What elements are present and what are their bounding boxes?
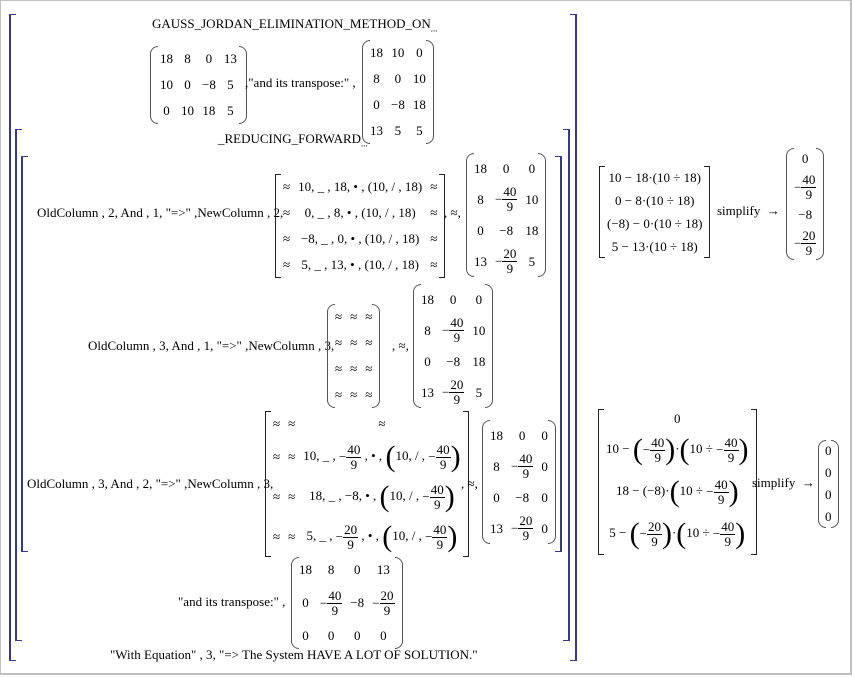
- step3-label: OldColumn , 3, And , 2, "=>" ,NewColumn , 3,: [27, 476, 274, 491]
- step3-simplify-keyword[interactable]: simplify →: [752, 475, 815, 490]
- step3-sep: , ≈,: [461, 476, 478, 491]
- transpose-matrix[interactable]: 18 10 0 8 0 10 0 −8 18 13 5 5: [362, 40, 434, 144]
- page-title[interactable]: $GAUSS\_JORDAN\_ELIMINATION\_METHOD\_ON_{...}$: [152, 16, 438, 34]
- step1-label: OldColumn , 2, And , 1, "=>" ,NewColumn , 2,: [37, 205, 284, 220]
- step1-ops-matrix[interactable]: ≈ 10, _ , 18, • , (10, / , 18) ≈ ≈ 0, _ , 8, • , (10, / , 18) ≈ ≈ −8, _ , 0, • , (10, / , 18) ≈ ≈ 5, _ , 13, • , (10, / , 18) ≈: [275, 174, 445, 278]
- step2-sep: , ≈,: [392, 338, 409, 353]
- step3-result-matrix[interactable]: 18 0 0 8 − $\frac{40}{9}$ 0 0 −8 0 13 − $\frac{20}{9}$ 0: [482, 420, 556, 544]
- step1-simplify-keyword[interactable]: simplify →: [717, 203, 780, 218]
- step1-side-result[interactable]: 0 − $\frac{40}{9}$ −8 − $\frac{20}{9}$: [786, 148, 824, 260]
- section-title[interactable]: $\_REDUCING\_FORWARD_{...}$: [218, 131, 368, 149]
- step1-result-matrix[interactable]: 18 0 0 8 − $\frac{40}{9}$ 10 0 −8 18 13 − $\frac{20}{9}$ 5: [466, 153, 546, 277]
- step3-side-result[interactable]: 0 0 0 0: [818, 440, 839, 528]
- step2-ops-matrix[interactable]: ≈ ≈ ≈ ≈ ≈ ≈ ≈ ≈ ≈ ≈ ≈ ≈: [327, 304, 380, 408]
- section-bracket-right: [563, 129, 570, 641]
- step3-ops-matrix[interactable]: ≈ ≈ ≈ ≈ ≈ 10, _ , − $\frac{40}{9}$ , • , (10, / , − $\frac{40}{9}$ ) ≈ ≈ 18, _ , −8, • , (10, / , − $\frac{40}{9}$ ) ≈ ≈ 5, _ , − $\frac{20}{9}$ , • , (10, / , − $\frac{40}{9}$ ): [265, 411, 469, 557]
- arrow-icon: →: [766, 203, 780, 218]
- outer-bracket-right: [570, 14, 577, 661]
- step2-result-matrix[interactable]: 18 0 0 8 − $\frac{40}{9}$ 10 0 −8 18 13 − $\frac{20}{9}$ 5: [413, 284, 493, 408]
- step2-label: OldColumn , 3, And , 1, "=>" ,NewColumn , 3,: [88, 338, 335, 353]
- arrow-icon: →: [801, 475, 815, 490]
- step3-side-expression[interactable]: 0 10 − (− $\frac{40}{9}$ )·(10 ÷ − $\frac{40}{9}$ ) 18 − (−8)·(10 ÷ − $\frac{40}{9}$ ) 5 − (− $\frac{20}{9}$ )·(10 ÷ − $\frac{40}{9}$ ): [598, 409, 757, 555]
- steps-bracket-left: [21, 156, 28, 552]
- steps-bracket-right: [555, 156, 562, 552]
- final-transpose-label: "and its transpose:" ,: [178, 594, 286, 609]
- and-its-transpose-label: ,"and its transpose:" ,: [245, 75, 356, 90]
- original-matrix[interactable]: 18 8 0 13 10 0 −8 5 0 10 18 5: [150, 46, 247, 124]
- step1-side-expression[interactable]: 10 − 18·(10 ÷ 18) 0 − 8·(10 ÷ 18) (−8) − 0·(10 ÷ 18) 5 − 13·(10 ÷ 18): [599, 166, 710, 258]
- final-transpose-matrix[interactable]: 18 8 0 13 0 − $\frac{40}{9}$ −8 − $\frac{20}{9}$ 0 0 0 0: [291, 557, 403, 649]
- step1-sep: , ≈,: [444, 205, 461, 220]
- conclusion-text: "With Equation" , 3, "=> The System HAVE A LOT OF SOLUTION.": [110, 647, 478, 662]
